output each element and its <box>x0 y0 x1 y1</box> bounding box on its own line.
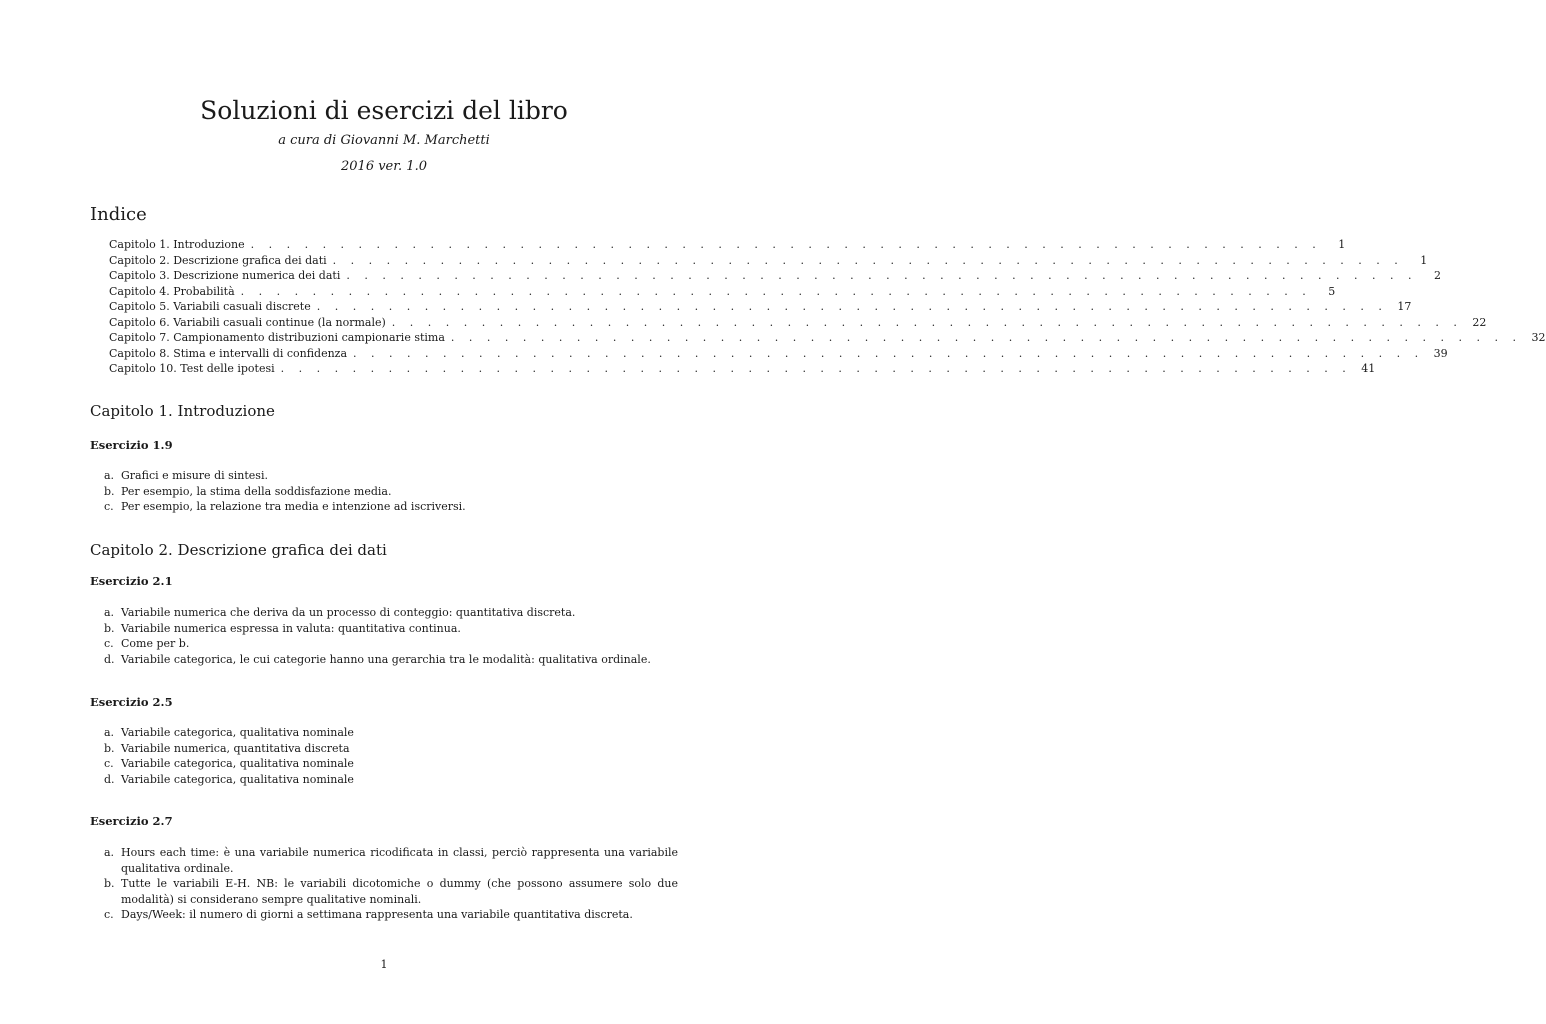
list-item-text: Days/Week: il numero di giorni a settimana rappresenta una variabile quantitativa discreta. <box>121 908 633 921</box>
list-marker: c. <box>104 757 114 770</box>
toc-entry-label: Capitolo 1. Introduzione <box>109 238 245 251</box>
toc-entry-page: 1 <box>1338 238 1346 251</box>
toc-leader-dots: . . . . . . . . . . . . . . . . . . . . . . . . . . . . . . . . . . . . . . . . . . . . . . . . . . . . . . . . . . . . <box>240 284 1312 298</box>
document-version: 2016 ver. 1.0 <box>341 159 427 174</box>
list-item <box>104 468 678 484</box>
exercise-heading: Esercizio 1.9 <box>90 438 173 452</box>
list-item <box>104 636 678 652</box>
list-marker: b. <box>104 741 115 755</box>
toc-entry-label: Capitolo 6. Variabili casuali continue (la normale) <box>109 315 386 329</box>
toc-entry-label: Capitolo 8. Stima e intervalli di confidenza <box>109 346 348 360</box>
toc-entry-label: Capitolo 5. Variabili casuali discrete <box>109 300 311 313</box>
list-item-text: Variabile categorica, le cui categorie hanno una gerarchia tra le modalità: qualitativa ordinale. <box>121 652 651 666</box>
list-marker: a. <box>104 846 115 859</box>
list-marker: a. <box>104 726 115 739</box>
toc-entry-label: Capitolo 3. Descrizione numerica dei dati <box>109 269 341 282</box>
chapter-heading: Capitolo 2. Descrizione grafica dei dati <box>90 541 387 559</box>
exercise-heading: Esercizio 2.5 <box>90 695 173 709</box>
list-marker: b. <box>104 484 115 498</box>
toc-entry-page: 41 <box>1361 362 1376 375</box>
toc-leader-dots: . . . . . . . . . . . . . . . . . . . . . . . . . . . . . . . . . . . . . . . . . . . . . . . . . . . . . . . . . . . . <box>280 362 1352 375</box>
list-item-text: Come per b. <box>121 637 190 650</box>
list-marker: a. <box>104 469 115 482</box>
list-marker: c. <box>104 500 114 513</box>
list-item-text: Grafici e misure di sintesi. <box>121 469 268 482</box>
list-item-text: Variabile categorica, qualitativa nominale <box>121 726 354 739</box>
toc-entry[interactable] <box>109 300 1412 316</box>
toc-heading: Indice <box>90 204 147 225</box>
list-item <box>104 725 678 741</box>
list-marker: b. <box>104 621 115 635</box>
list-item-text: Hours each time: è una variabile numerica ricodificata in classi, perciò rappresenta una variabile qualitativa ordinale. <box>121 846 678 875</box>
document-author: a cura di Giovanni M. Marchetti <box>278 133 490 148</box>
toc-entry[interactable] <box>109 346 1448 363</box>
list-item <box>104 652 678 668</box>
list-marker: c. <box>104 637 114 650</box>
toc-entry[interactable] <box>109 269 1441 285</box>
list-item-text: Variabile numerica espressa in valuta: quantitativa continua. <box>121 621 461 635</box>
list-item <box>104 741 678 757</box>
toc-entry-label: Capitolo 4. Probabilità <box>109 284 235 298</box>
list-item-text: Per esempio, la relazione tra media e intenzione ad iscriversi. <box>121 500 466 513</box>
toc-leader-dots: . . . . . . . . . . . . . . . . . . . . . . . . . . . . . . . . . . . . . . . . . . . . . . . . . . . . . . . . . . . . <box>316 300 1388 313</box>
page-number: 1 <box>380 958 388 971</box>
toc-entry-page: 1 <box>1420 253 1428 267</box>
toc-entry-page: 32 <box>1531 331 1546 344</box>
list-item <box>104 772 678 788</box>
answer-list <box>104 605 678 667</box>
toc-entry-page: 2 <box>1433 269 1441 282</box>
toc-entry-page: 17 <box>1397 300 1412 313</box>
toc-entry-label: Capitolo 10. Test delle ipotesi <box>109 362 275 375</box>
toc-entry[interactable] <box>109 253 1428 270</box>
document-title: Soluzioni di esercizi del libro <box>200 96 568 125</box>
toc-leader-dots: . . . . . . . . . . . . . . . . . . . . . . . . . . . . . . . . . . . . . . . . . . . . . . . . . . . . . . . . . . . . <box>391 315 1463 329</box>
toc-entry[interactable] <box>109 362 1376 378</box>
exercise-heading: Esercizio 2.7 <box>90 814 173 828</box>
toc-entry-label: Capitolo 7. Campionamento distribuzioni campionarie stima <box>109 331 445 344</box>
answer-list <box>104 725 678 787</box>
list-marker: d. <box>104 772 115 786</box>
list-item <box>104 756 678 772</box>
list-item <box>104 499 678 515</box>
toc-leader-dots: . . . . . . . . . . . . . . . . . . . . . . . . . . . . . . . . . . . . . . . . . . . . . . . . . . . . . . . . . . . . <box>346 269 1417 282</box>
toc-entry[interactable] <box>109 331 1546 347</box>
toc-leader-dots: . . . . . . . . . . . . . . . . . . . . . . . . . . . . . . . . . . . . . . . . . . . . . . . . . . . . . . . . . . . . <box>353 346 1424 360</box>
toc-entry[interactable] <box>109 284 1336 301</box>
list-marker: c. <box>104 908 114 921</box>
table-of-contents <box>109 238 1546 378</box>
list-item-text: Tutte le variabili E-H. NB: le variabili dicotomiche o dummy (che possono assumere solo due modalità) si considerano sempre qualitative nominali. <box>121 877 678 906</box>
list-item-text: Variabile numerica che deriva da un processo di conteggio: quantitativa discreta. <box>121 606 576 619</box>
toc-entry[interactable] <box>109 238 1346 254</box>
toc-entry-page: 22 <box>1472 315 1487 329</box>
list-marker: a. <box>104 606 115 619</box>
exercise-heading: Esercizio 2.1 <box>90 574 173 588</box>
list-item-text: Per esempio, la stima della soddisfazione media. <box>121 484 392 498</box>
list-item-text: Variabile numerica, quantitativa discreta <box>121 741 350 755</box>
list-item <box>104 484 678 500</box>
answer-list <box>104 468 678 515</box>
toc-entry-page: 39 <box>1433 346 1448 360</box>
toc-entry-label: Capitolo 2. Descrizione grafica dei dati <box>109 253 327 267</box>
list-marker: d. <box>104 652 115 666</box>
list-item <box>104 876 678 907</box>
chapter-heading: Capitolo 1. Introduzione <box>90 402 275 420</box>
list-item-text: Variabile categorica, qualitativa nominale <box>121 772 354 786</box>
list-item <box>104 907 678 923</box>
list-item <box>104 845 678 876</box>
toc-entry-page: 5 <box>1328 284 1336 298</box>
toc-leader-dots: . . . . . . . . . . . . . . . . . . . . . . . . . . . . . . . . . . . . . . . . . . . . . . . . . . . . . . . . . . . . <box>450 331 1522 344</box>
list-item-text: Variabile categorica, qualitativa nominale <box>121 757 354 770</box>
list-marker: b. <box>104 877 115 890</box>
answer-list <box>104 845 678 923</box>
toc-entry[interactable] <box>109 315 1487 332</box>
list-item <box>104 605 678 621</box>
list-item <box>104 621 678 637</box>
toc-leader-dots: . . . . . . . . . . . . . . . . . . . . . . . . . . . . . . . . . . . . . . . . . . . . . . . . . . . . . . . . . . . . <box>332 253 1404 267</box>
toc-leader-dots: . . . . . . . . . . . . . . . . . . . . . . . . . . . . . . . . . . . . . . . . . . . . . . . . . . . . . . . . . . . . <box>250 238 1322 251</box>
